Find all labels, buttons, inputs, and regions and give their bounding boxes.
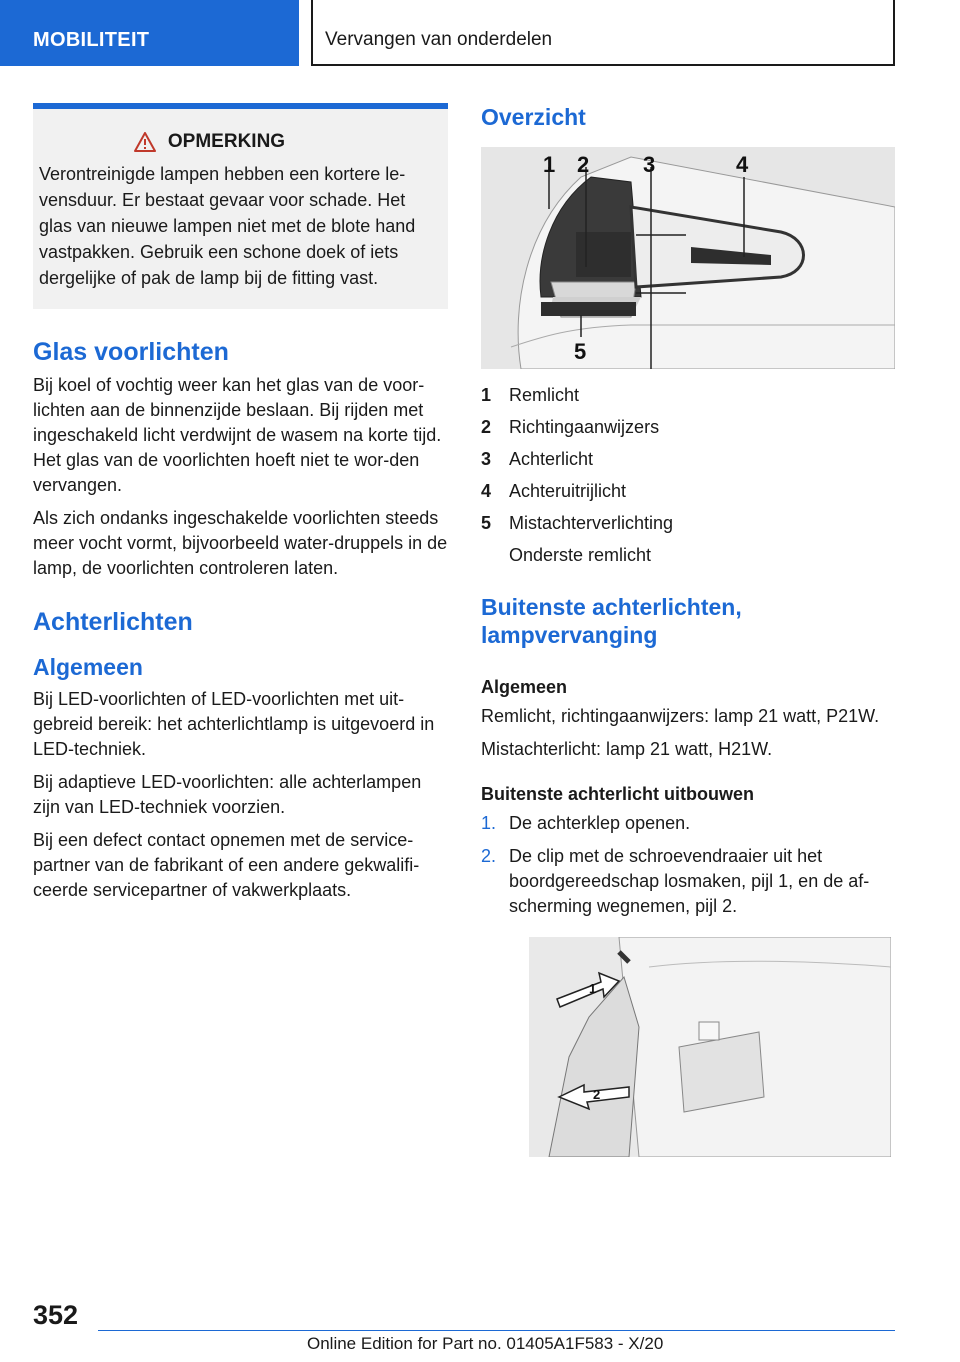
list-item xyxy=(481,844,895,919)
achter-paragraph-2: Bij adaptieve LED-voorlichten: alle achterlampen zijn van LED-techniek voorzien. xyxy=(33,772,422,817)
glas-paragraph-1: Bij koel of vochtig weer kan het glas van de voor-lichten aan de binnenzijde beslaan. Bij rijden met ingeschakeld licht verdwijnt de wasem na korte tijd. Het glas van de voorlichten hoeft niet te wor-den vervangen. xyxy=(33,375,442,495)
legend-text: Achteruitrijlicht xyxy=(509,481,627,501)
page-header xyxy=(0,0,960,66)
notice-box xyxy=(33,103,448,309)
legend-text: Remlicht xyxy=(509,385,580,405)
heading-buitenste: Buitenste achterlichten, lampvervanging xyxy=(481,594,742,648)
list-item xyxy=(481,443,895,475)
subheading-algemeen-2: Algemeen xyxy=(481,677,568,697)
heading-achterlichten: Achterlichten xyxy=(33,608,193,636)
edition-text: Online Edition for Part no. 01405A1F583 - X/20 xyxy=(307,1334,664,1353)
legend-number: 3 xyxy=(481,449,492,469)
trunk-illustration xyxy=(529,937,891,1157)
legend-text: Achterlicht xyxy=(509,449,594,469)
glas-paragraph-2: Als zich ondanks ingeschakelde voorlichten steeds meer vocht vormt, bijvoorbeeld water-druppels in de lamp, de voorlichten controleren laten. xyxy=(33,508,448,578)
notice-heading: OPMERKING xyxy=(167,131,286,152)
list-item xyxy=(481,379,895,411)
list-item xyxy=(481,507,895,539)
callout-label: 1 xyxy=(543,152,556,177)
subheading-algemeen: Algemeen xyxy=(33,654,143,680)
legend-number: 1 xyxy=(481,385,492,405)
list-item xyxy=(481,475,895,507)
heading-glas: Glas voorlichten xyxy=(33,338,229,366)
legend-number: 4 xyxy=(481,481,492,501)
subheading-uitbouwen: Buitenste achterlicht uitbouwen xyxy=(481,784,755,804)
legend-number: 5 xyxy=(481,513,492,533)
callout-label: 2 xyxy=(577,152,590,177)
heading-overzicht: Overzicht xyxy=(481,104,586,130)
list-item xyxy=(481,411,895,443)
legend-text: Richtingaanwijzers xyxy=(509,417,660,437)
warning-icon xyxy=(134,132,156,152)
legend-extra: Onderste remlicht xyxy=(509,545,652,565)
page-number: 352 xyxy=(33,1300,79,1330)
step-number: 1. xyxy=(481,813,497,833)
buiten-paragraph-2: Mistachterlicht: lamp 21 watt, H21W. xyxy=(481,739,773,759)
taillight-illustration xyxy=(481,147,895,369)
arrow-label: 1 xyxy=(589,981,597,996)
callout-label: 5 xyxy=(574,339,587,364)
taillight-drawing xyxy=(481,147,895,369)
achter-paragraph-1: Bij LED-voorlichten of LED-voorlichten met uit-gebreid bereik: het achterlichtlamp is uitgevoerd in LED-techniek. xyxy=(33,689,435,759)
callout-label: 3 xyxy=(643,152,656,177)
legend-number: 2 xyxy=(481,417,492,437)
notice-header xyxy=(39,131,440,153)
footer-divider xyxy=(98,1330,895,1331)
buiten-paragraph-1: Remlicht, richtingaanwijzers: lamp 21 watt, P21W. xyxy=(481,706,880,726)
chapter-title: Vervangen van onderdelen xyxy=(311,0,895,66)
right-column xyxy=(481,103,895,1157)
step-number: 2. xyxy=(481,846,497,866)
steps-list xyxy=(481,811,895,919)
callout-label: 4 xyxy=(736,152,749,177)
legend-text: Mistachterverlichting xyxy=(509,513,674,533)
achter-paragraph-3: Bij een defect contact opnemen met de service-partner van de fabrikant of een andere gekwalifi-ceerde servicepartner of vakwerkplaats. xyxy=(33,830,420,900)
step-text: De clip met de schroevendraaier uit het boordgereedschap losmaken, pijl 1, en de af-scherming wegnemen, pijl 2. xyxy=(509,846,870,916)
list-item xyxy=(481,811,895,836)
notice-text: Verontreinigde lampen hebben een kortere le-vensduur. Er bestaat gevaar voor schade. Het glas van nieuwe lampen niet met de blote hand vastpakken. Gebruik een schone doek of iets dergelijke of pak de lamp bij de fitting vast. xyxy=(39,164,416,288)
section-tab: MOBILITEIT xyxy=(0,0,299,66)
step-text: De achterklep openen. xyxy=(509,813,691,833)
trunk-drawing xyxy=(529,937,891,1157)
left-column xyxy=(33,103,448,911)
arrow-label: 2 xyxy=(593,1087,601,1102)
legend-list xyxy=(481,379,895,571)
